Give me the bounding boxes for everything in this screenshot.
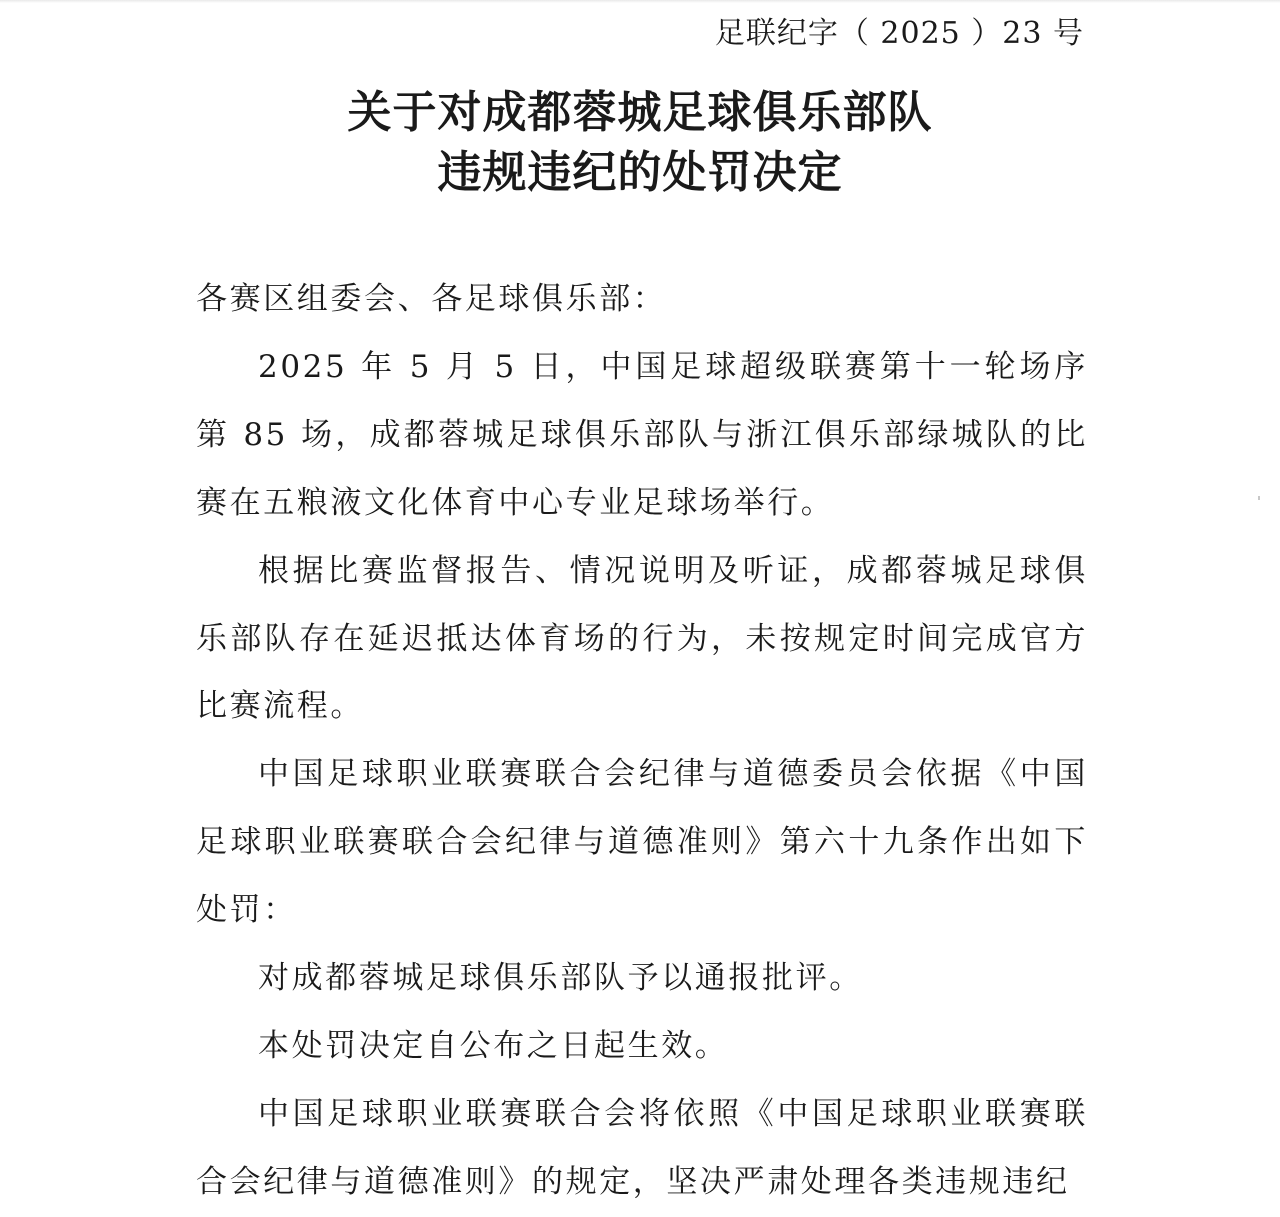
paragraph-basis: 中国足球职业联赛联合会纪律与道德委员会依据《中国足球职业联赛联合会纪律与道德准则》第六十九条作出如下处罚： bbox=[196, 756, 1088, 929]
document-body bbox=[196, 266, 1088, 1217]
document-title-line-2: 违规违纪的处罚决定 bbox=[437, 147, 843, 198]
paragraph-penalty: 对成都蓉城足球俱乐部队予以通报批评。 bbox=[258, 960, 863, 997]
salutation: 各赛区组委会、各足球俱乐部： bbox=[196, 281, 667, 317]
page-top-edge bbox=[0, 0, 1280, 3]
document-number: 足联纪字（ 2025 ）23 号 bbox=[714, 16, 1084, 51]
paragraph-closing: 中国足球职业联赛联合会将依照《中国足球职业联赛联合会纪律与道德准则》的规定，坚决严肃处理各类违规违纪 bbox=[196, 1095, 1088, 1200]
scan-mark bbox=[1258, 496, 1260, 500]
document-title-line-1: 关于对成都蓉城足球俱乐部队 bbox=[347, 87, 933, 138]
paragraph-match-info: 2025 年 5 月 5 日，中国足球超级联赛第十一轮场序第 85 场，成都蓉城足球俱乐部队与浙江俱乐部绿城队的比赛在五粮液文化体育中心专业足球场举行。 bbox=[196, 348, 1088, 521]
paragraph-effective: 本处罚决定自公布之日起生效。 bbox=[258, 1027, 729, 1064]
paragraph-findings: 根据比赛监督报告、情况说明及听证，成都蓉城足球俱乐部队存在延迟抵达体育场的行为，未按规定时间完成官方比赛流程。 bbox=[196, 552, 1088, 725]
